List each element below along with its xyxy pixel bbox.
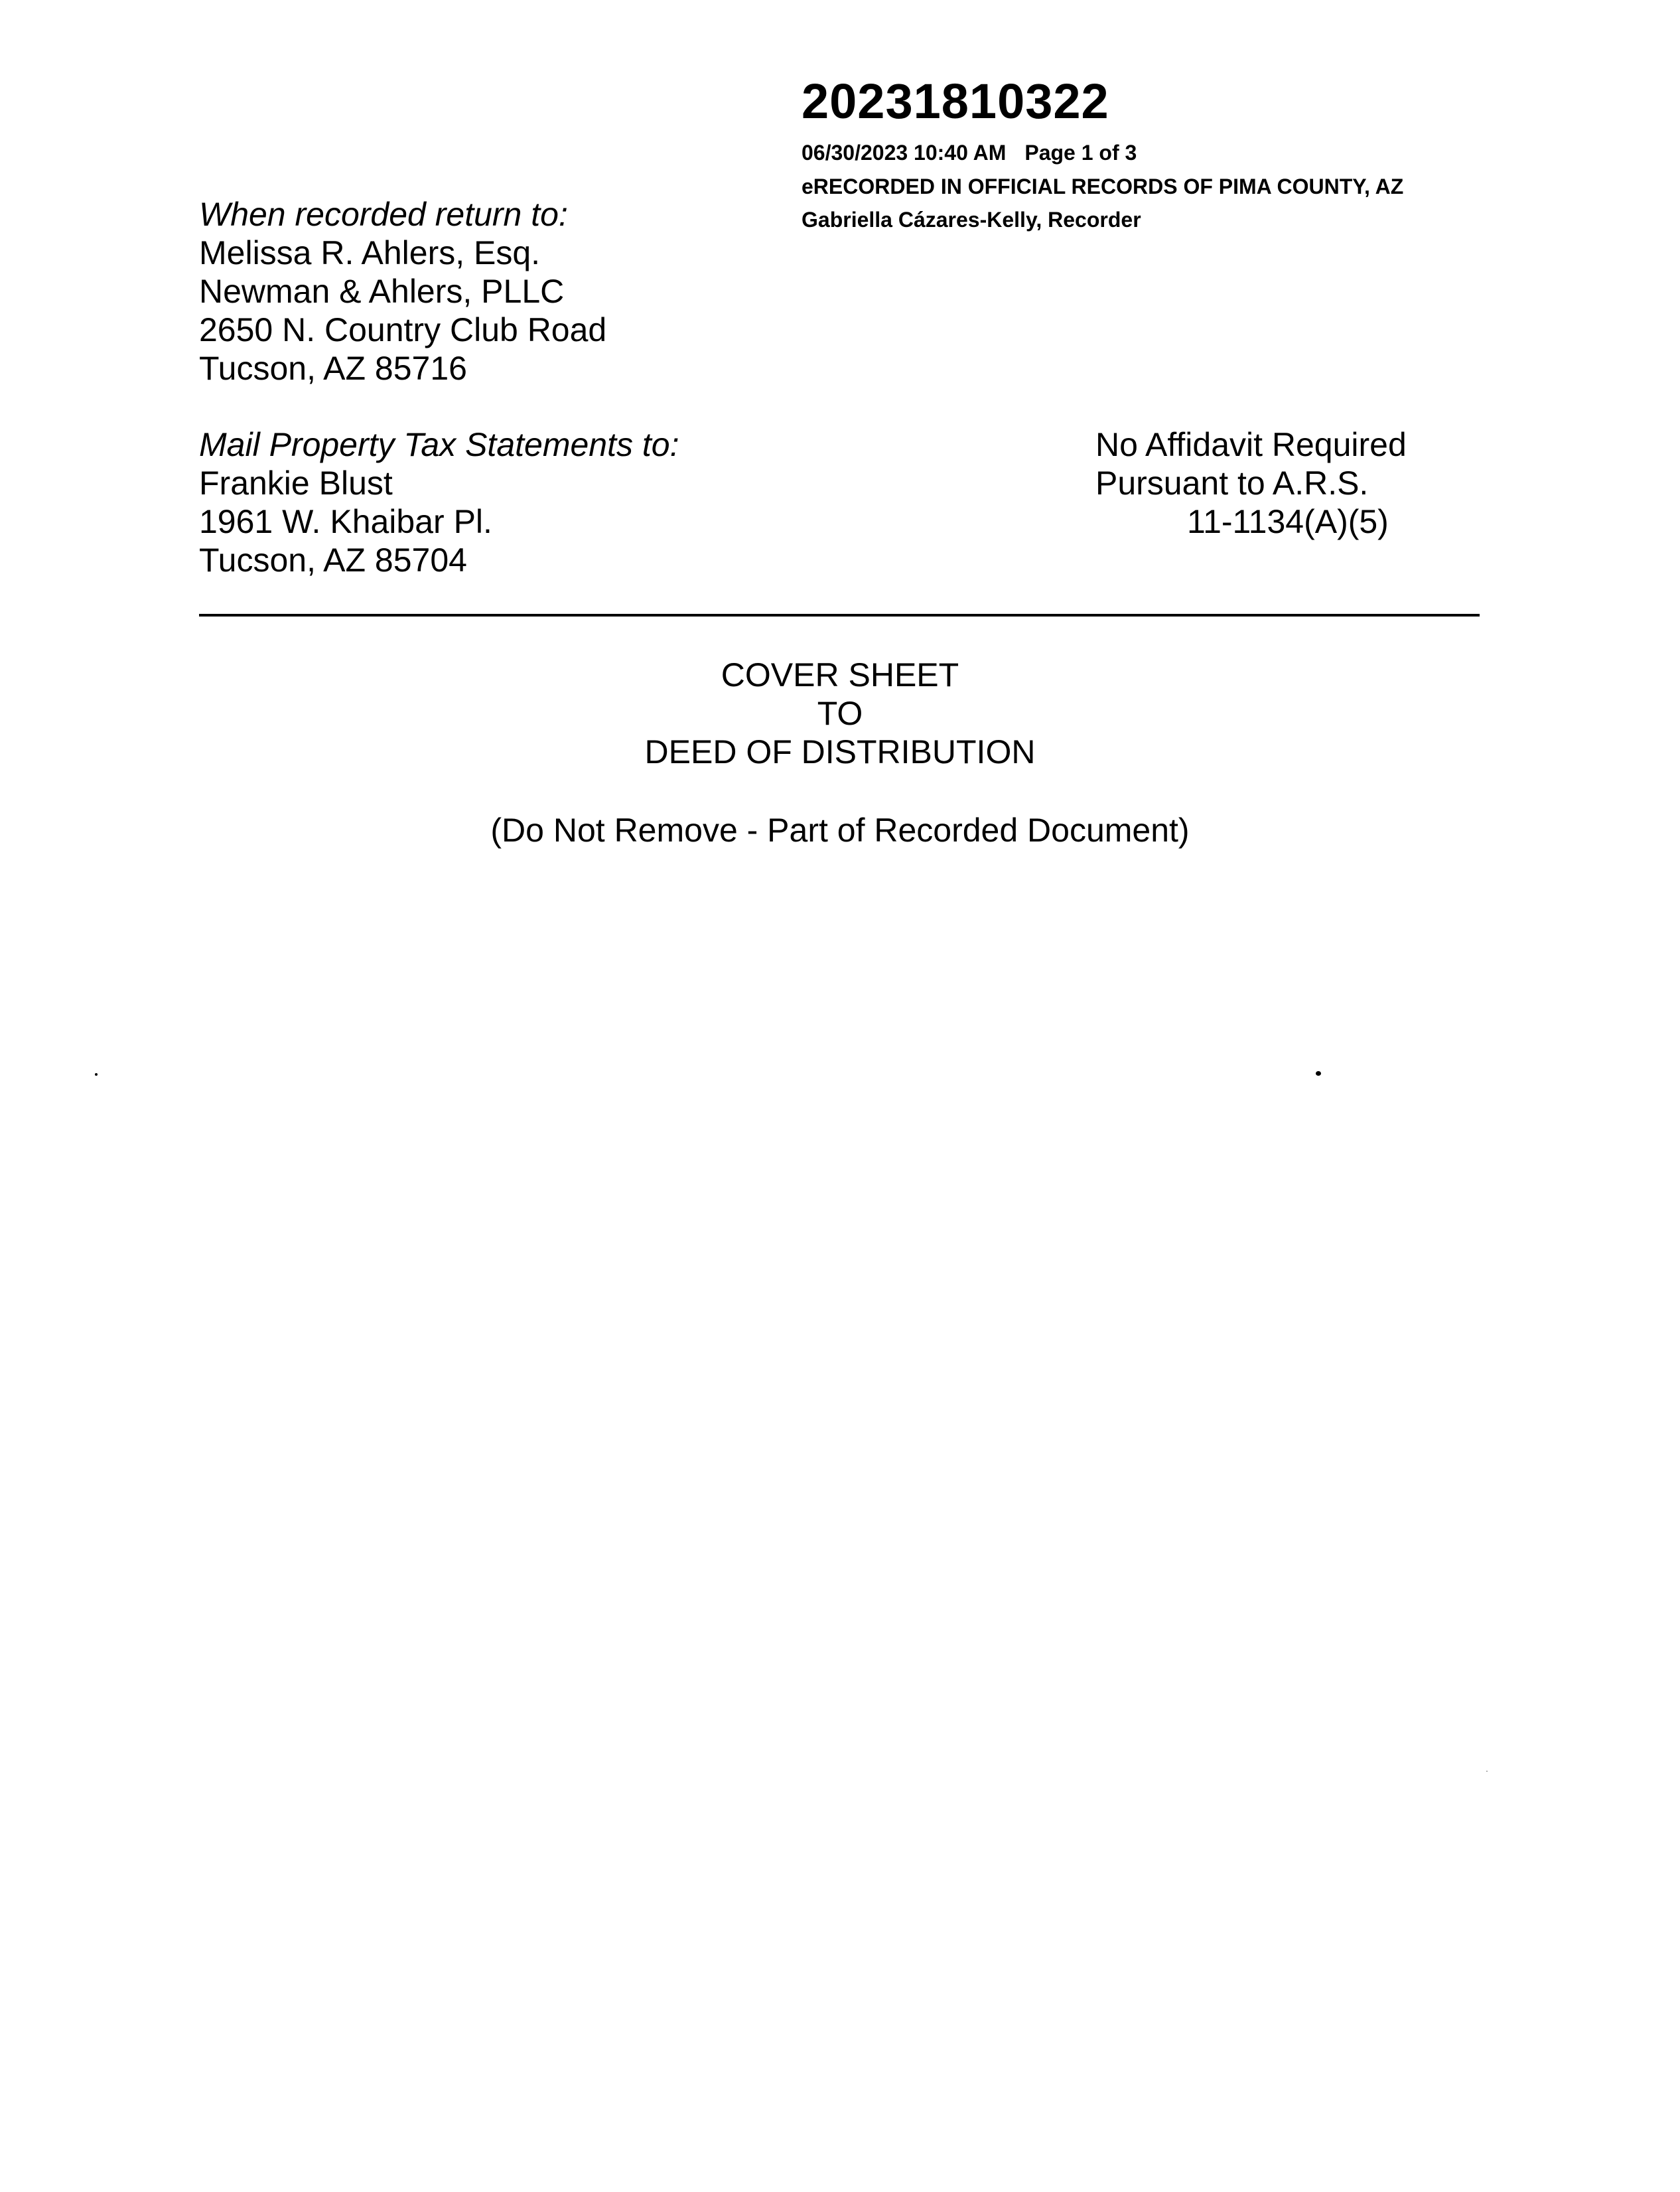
scan-speck	[95, 1073, 98, 1076]
return-to-block	[199, 195, 606, 388]
return-to-line: Melissa R. Ahlers, Esq.	[199, 234, 541, 271]
tax-statements-line: 1961 W. Khaibar Pl.	[199, 503, 492, 540]
do-not-remove-notice: (Do Not Remove - Part of Recorded Document)	[490, 812, 1190, 849]
tax-statements-line: Frankie Blust	[199, 465, 393, 502]
return-to-line: Tucson, AZ 85716	[199, 350, 467, 387]
affidavit-note	[1095, 425, 1407, 541]
tax-statements-block	[199, 425, 679, 579]
recording-page-info: Page 1 of 3	[1024, 141, 1137, 165]
scan-speck	[1316, 1071, 1321, 1076]
recording-date-time: 06/30/2023 10:40 AM	[802, 141, 1007, 165]
return-to-heading: When recorded return to:	[199, 196, 568, 233]
recording-recorder: Gabriella Cázares-Kelly, Recorder	[802, 208, 1141, 232]
affidavit-line: No Affidavit Required	[1095, 426, 1407, 463]
tax-statements-line: Tucson, AZ 85704	[199, 542, 467, 579]
return-to-line: Newman & Ahlers, PLLC	[199, 273, 565, 310]
affidavit-line: Pursuant to A.R.S.	[1095, 465, 1369, 502]
document-title	[0, 656, 1680, 771]
recording-office: eRECORDED IN OFFICIAL RECORDS OF PIMA COUNTY, AZ	[802, 175, 1404, 198]
divider	[199, 614, 1480, 617]
recording-date-line	[802, 136, 1137, 169]
return-to-line: 2650 N. Country Club Road	[199, 311, 607, 348]
title-line: DEED OF DISTRIBUTION	[644, 733, 1036, 770]
tax-statements-heading: Mail Property Tax Statements to:	[199, 426, 679, 463]
recording-number: 20231810322	[802, 74, 1109, 129]
title-line: TO	[817, 695, 863, 732]
scan-speck	[1486, 1771, 1488, 1772]
affidavit-statute: 11-1134(A)(5)	[1187, 503, 1389, 540]
title-line: COVER SHEET	[721, 656, 959, 694]
